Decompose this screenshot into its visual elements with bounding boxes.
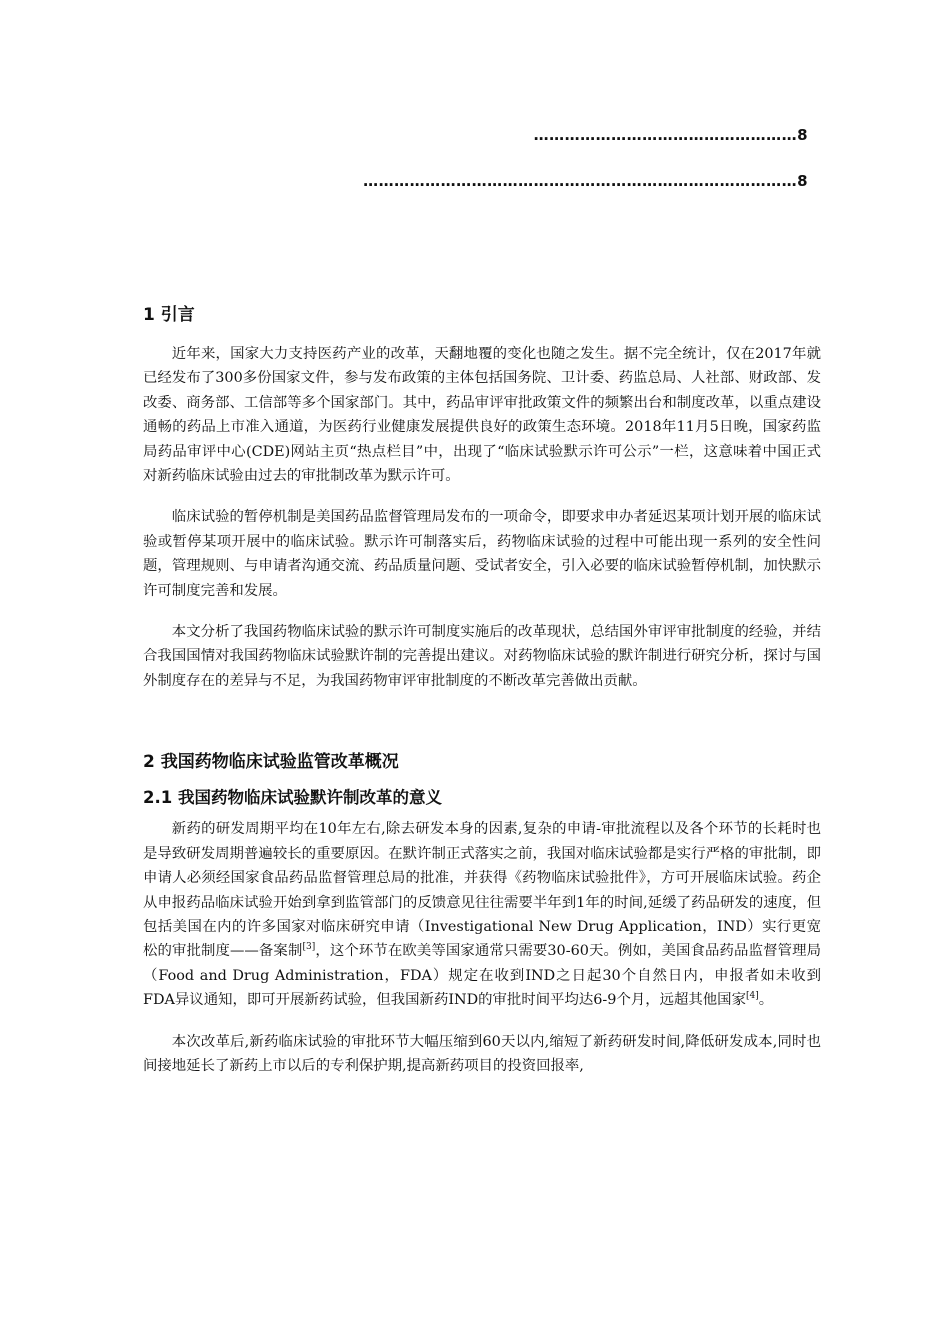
paragraph-text: ，这个环节在欧美等国家通常只需要30-60天。例如，美国食品药品监督管理局（Food and Drug Administration，FDA）规定在收到IND之日起30个自然日内，申报者如未收到FDA异议通知，即可开展新药试验，但我国新药IND的审批时间平均达6-9个月，远超其他国家	[143, 943, 821, 1009]
document-body	[143, 302, 821, 1078]
toc-page-number: 8	[797, 126, 808, 144]
paragraph-text: 新药的研发周期平均在10年左右,除去研发本身的因素,复杂的申请-审批流程以及各个环节的长耗时也是导致研发周期普遍较长的重要原因。在默许制正式落实之前，我国对临床试验都是实行严格的审批制，即申请人必须经国家食品药品监督管理总局的批准，并获得《药物临床试验批件》，方可开展临床试验。药企从申报药品临床试验开始到拿到监管部门的反馈意见往往需要半年到1年的时间,延缓了药品研发的速度，但包括美国在内的许多国家对临床研究申请（Investigational New Drug Application，IND）实行更宽松的审批制度——备案制	[143, 821, 821, 960]
subsection-heading: 2.1 我国药物临床试验默许制改革的意义	[143, 788, 442, 808]
paragraph: 近年来，国家大力支持医药产业的改革，天翻地覆的变化也随之发生。据不完全统计，仅在2017年就已经发布了300多份国家文件，参与发布政策的主体包括国务院、卫计委、药监总局、人社部、财政部、发改委、商务部、工信部等多个国家部门。其中，药品审评审批政策文件的频繁出台和制度改革，以重点建设通畅的药品上市准入通道，为医药行业健康发展提供良好的政策生态环境。2018年11月5日晚，国家药监局药品审评中心(CDE)网站主页“热点栏目”中，出现了“临床试验默示许可公示”一栏，这意味着中国正式对新药临床试验由过去的审批制改革为默示许可。	[143, 346, 821, 485]
toc-entry	[363, 172, 808, 190]
paragraph	[143, 817, 821, 1012]
paragraph: 本文分析了我国药物临床试验的默示许可制度实施后的改革现状，总结国外审评审批制度的经验，并结合我国国情对我国药物临床试验默许制的完善提出建议。对药物临床试验的默许制进行研究分析，探讨与国外制度存在的差异与不足，为我国药物审评审批制度的不断改革完善做出贡献。	[143, 624, 821, 689]
paragraph: 临床试验的暂停机制是美国药品监督管理局发布的一项命令，即要求申办者延迟某项计划开展的临床试验或暂停某项开展中的临床试验。默示许可制落实后，药物临床试验的过程中可能出现一系列的安全性问题，管理规则、与申请者沟通交流、药品质量问题、受试者安全，引入必要的临床试验暂停机制，加快默示许可制度完善和发展。	[143, 509, 821, 599]
paragraph: 本次改革后,新药临床试验的审批环节大幅压缩到60天以内,缩短了新药研发时间,降低研发成本,同时也间接地延长了新药上市以后的专利保护期,提高新药项目的投资回报率,	[143, 1033, 821, 1074]
citation-ref[interactable]: [4]	[745, 991, 759, 1002]
toc-leader-dots: …………………………………………………………………………	[363, 172, 798, 190]
toc-entry	[534, 126, 808, 144]
citation-ref[interactable]: [3]	[302, 942, 316, 953]
toc-leader-dots: ……………………………………………	[533, 126, 798, 144]
paragraph-text: 。	[758, 992, 774, 1009]
section-heading-overview: 2 我国药物临床试验监管改革概况	[143, 752, 399, 773]
section-heading-introduction: 1 引言	[143, 305, 195, 325]
toc-page-number: 8	[797, 172, 808, 190]
